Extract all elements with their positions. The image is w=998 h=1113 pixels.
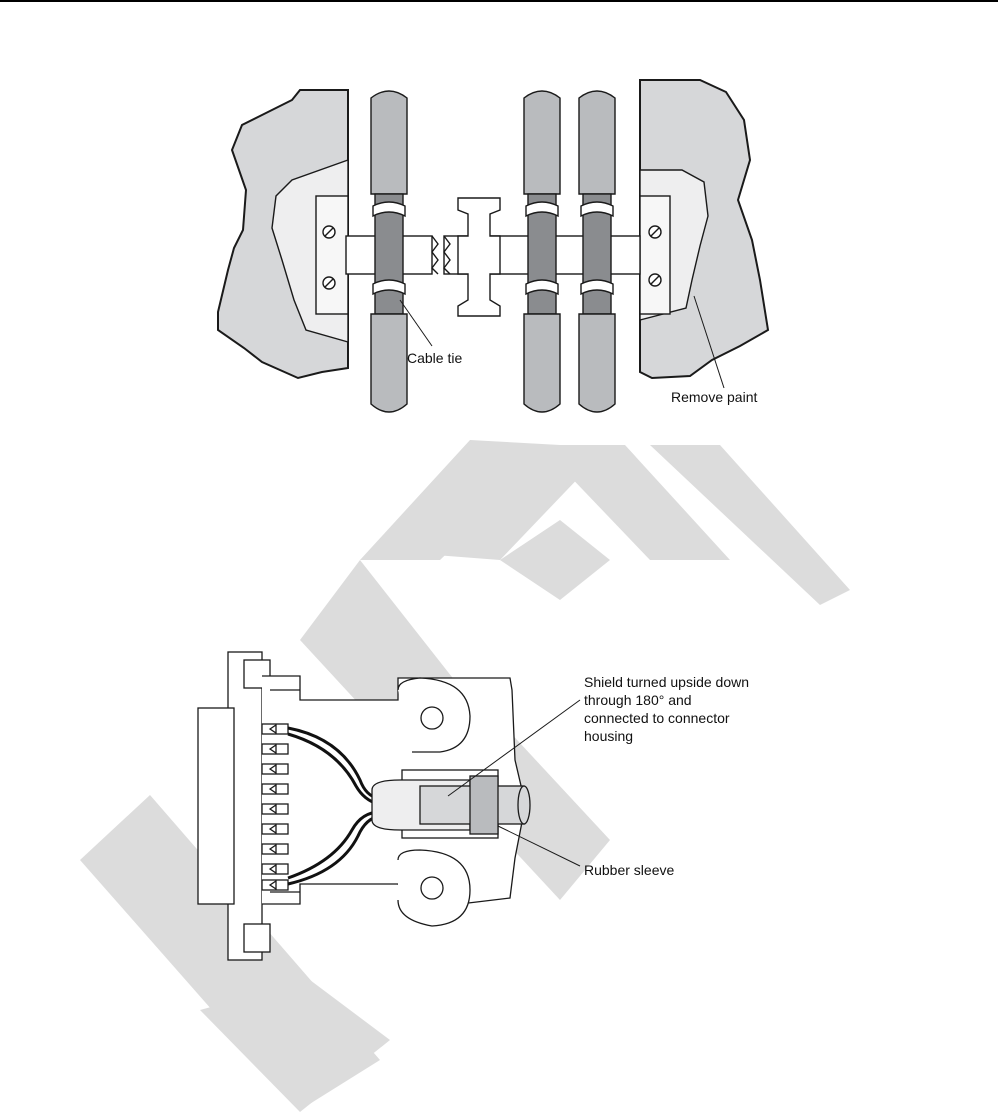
label-remove-paint: Remove paint [671,389,758,405]
clamp-bar-ibeam [458,198,500,316]
label-shield-line-2: through 180° and [584,692,692,708]
label-shield-line-4: housing [584,728,634,744]
label-shield-line-1: Shield turned upside down [584,674,750,690]
rubber-sleeve [470,776,498,834]
cable-3 [579,91,615,412]
label-cable-tie: Cable tie [407,350,463,366]
right-clamp-bracket [640,196,670,314]
label-shield-line-3: connected to connector [584,710,730,726]
cable-1 [371,91,407,412]
label-rubber-sleeve: Rubber sleeve [584,862,675,878]
cable-2 [524,91,560,412]
label-shield-turned [584,673,794,745]
connector-dsub-face [198,708,234,904]
figure-1-cable-clamp [218,80,768,412]
left-clamp-bracket [316,196,348,314]
